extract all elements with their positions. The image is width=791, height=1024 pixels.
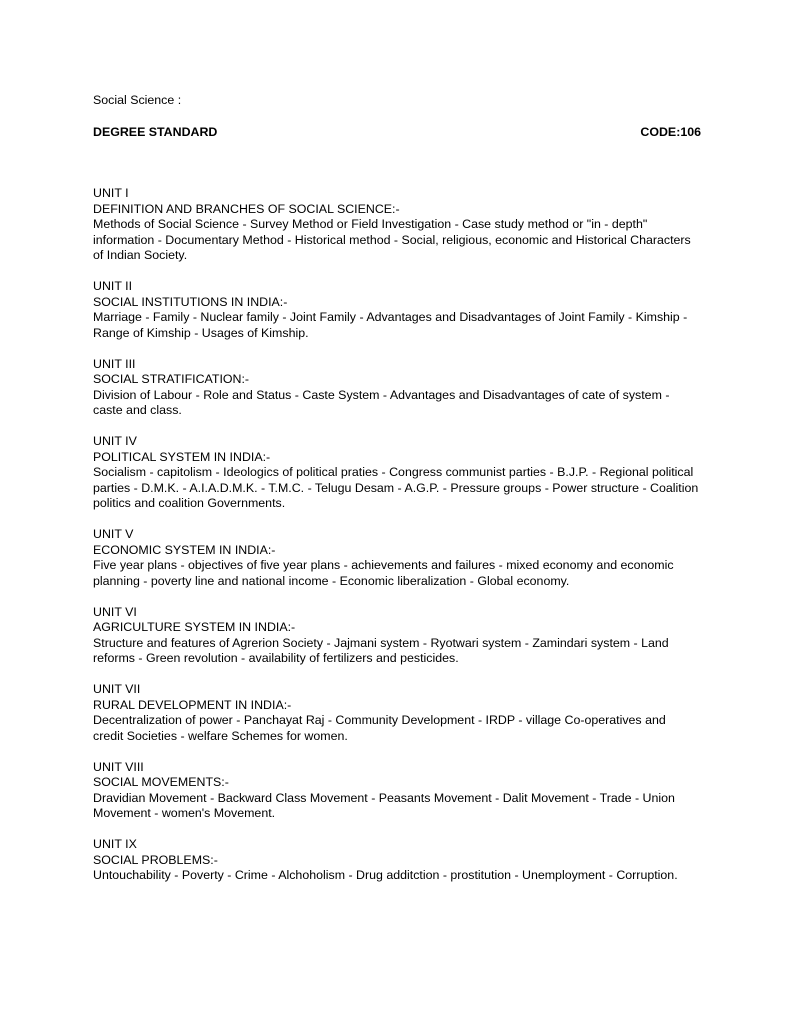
unit-description: Dravidian Movement - Backward Class Movement - Peasants Movement - Dalit Movement - Trade - Union Movement - women's Movement. bbox=[93, 790, 675, 820]
unit-section bbox=[93, 434, 701, 512]
unit-label: UNIT I bbox=[93, 186, 129, 200]
unit-description: Methods of Social Science - Survey Method or Field Investigation - Case study method or "in - depth" information - Documentary Method - Historical method - Social, religious, economic and Historical Characters of Indian Society. bbox=[93, 217, 691, 262]
unit-label: UNIT IX bbox=[93, 837, 137, 851]
unit-label: UNIT VI bbox=[93, 604, 137, 619]
unit-section bbox=[93, 682, 701, 744]
unit-description: Decentralization of power - Panchayat Raj - Community Development - IRDP - village Co-operatives and credit Societies - welfare Schemes for women. bbox=[93, 713, 666, 743]
unit-section bbox=[93, 605, 701, 667]
unit-title: DEFINITION AND BRANCHES OF SOCIAL SCIENCE:- bbox=[93, 201, 400, 216]
course-code: CODE:106 bbox=[640, 124, 701, 139]
unit-section bbox=[93, 527, 701, 589]
document-page bbox=[93, 93, 701, 899]
unit-label: UNIT VIII bbox=[93, 759, 144, 774]
degree-standard: DEGREE STANDARD bbox=[93, 124, 218, 139]
unit-title: SOCIAL INSTITUTIONS IN INDIA:- bbox=[93, 294, 288, 309]
unit-section bbox=[93, 279, 701, 341]
unit-description: Division of Labour - Role and Status - Caste System - Advantages and Disadvantages of cate of system - caste and class. bbox=[93, 387, 670, 417]
header-row bbox=[93, 125, 701, 141]
unit-description: Five year plans - objectives of five year plans - achievements and failures - mixed economy and economic planning - poverty line and national income - Economic liberalization - Global economy. bbox=[93, 558, 674, 588]
unit-title: POLITICAL SYSTEM IN INDIA:- bbox=[93, 449, 271, 464]
subject-title: Social Science : bbox=[93, 93, 182, 107]
unit-label: UNIT II bbox=[93, 279, 133, 293]
unit-title: SOCIAL STRATIFICATION:- bbox=[93, 372, 250, 386]
unit-section bbox=[93, 186, 701, 264]
unit-title: ECONOMIC SYSTEM IN INDIA:- bbox=[93, 542, 276, 557]
unit-description: Untouchability - Poverty - Crime - Alchoholism - Drug additction - prostitution - Unemployment - Corruption. bbox=[93, 868, 678, 882]
unit-label: UNIT III bbox=[93, 356, 136, 371]
unit-section bbox=[93, 357, 701, 419]
unit-section bbox=[93, 837, 701, 884]
unit-title: SOCIAL MOVEMENTS:- bbox=[93, 775, 229, 789]
unit-label: UNIT VII bbox=[93, 682, 141, 696]
unit-title: RURAL DEVELOPMENT IN INDIA:- bbox=[93, 697, 292, 712]
unit-list bbox=[93, 186, 701, 884]
unit-description: Structure and features of Agrerion Society - Jajmani system - Ryotwari system - Zamindari system - Land reforms - Green revolution - availability of fertilizers and pesticides. bbox=[93, 635, 669, 665]
unit-title: SOCIAL PROBLEMS:- bbox=[93, 852, 218, 867]
unit-section bbox=[93, 760, 701, 822]
unit-description: Marriage - Family - Nuclear family - Joint Family - Advantages and Disadvantages of Joint Family - Kimship - Range of Kimship - Usages of Kimship. bbox=[93, 310, 688, 340]
unit-label: UNIT V bbox=[93, 527, 134, 541]
unit-title: AGRICULTURE SYSTEM IN INDIA:- bbox=[93, 620, 296, 634]
unit-label: UNIT IV bbox=[93, 434, 137, 448]
unit-description: Socialism - capitolism - Ideologics of political praties - Congress communist parties - B.J.P. - Regional political parties - D.M.K. - A.I.A.D.M.K. - T.M.C. - Telugu Desam - A.G.P. - Pressure groups - Power structure - Coalition politics and coalition Governments. bbox=[93, 465, 699, 510]
